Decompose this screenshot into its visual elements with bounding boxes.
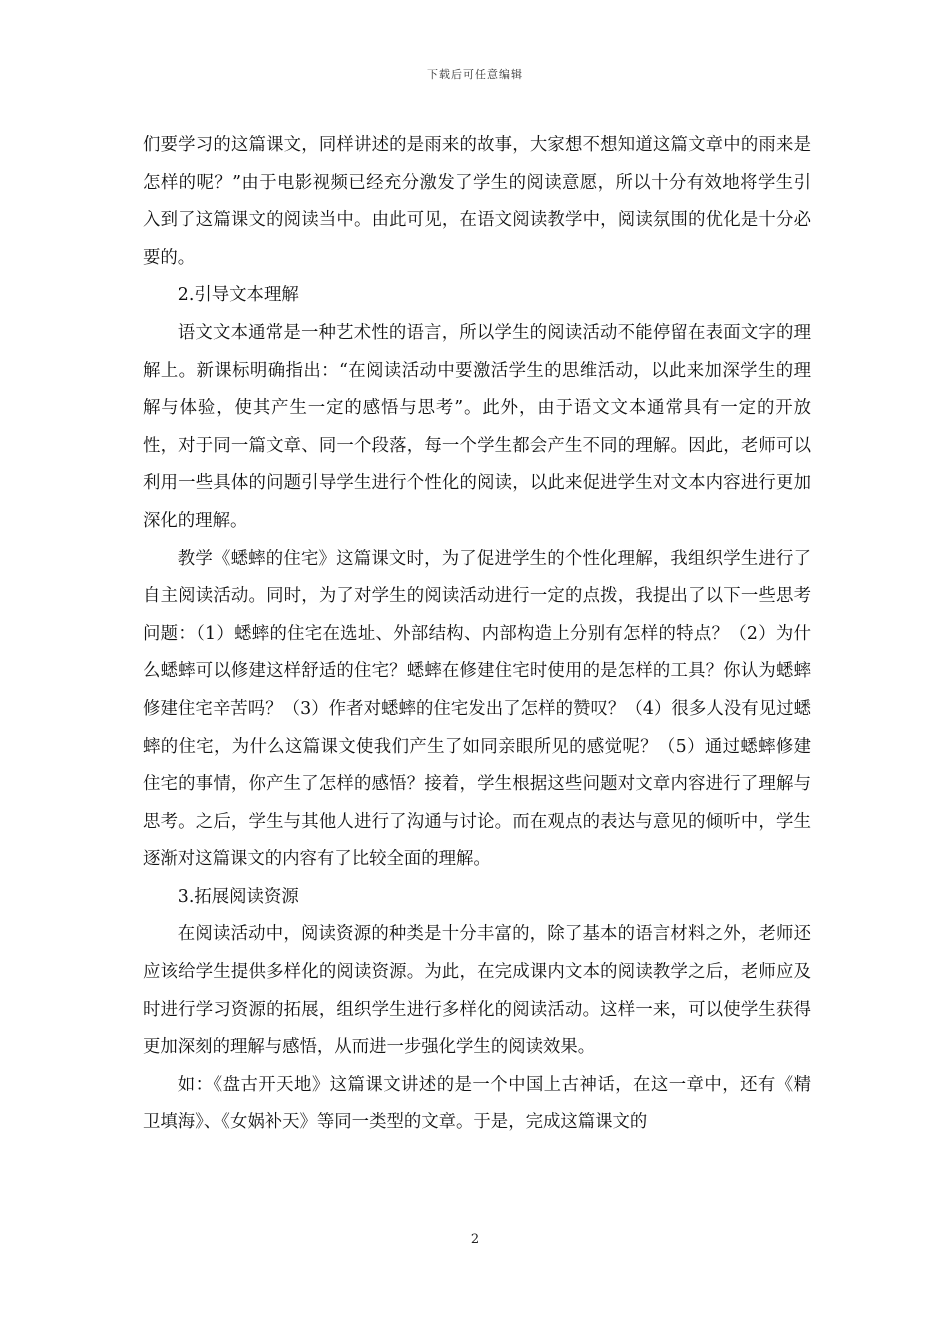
- section-heading-2: 2.引导文本理解: [177, 285, 299, 306]
- document-body: [143, 127, 811, 1142]
- page-number: 2: [470, 1232, 480, 1247]
- paragraph: 教学《蟋蟀的住宅》这篇课文时，为了促进学生的个性化理解，我组织学生进行了自主阅读活动。同时，为了对学生的阅读活动进行一定的点拨，我提出了以下一些思考问题：（1）蟋蟀的住宅在选址、外部结构、内部构造上分别有怎样的特点？（2）为什么蟋蟀可以修建这样舒适的住宅？蟋蟀在修建住宅时使用的是怎样的工具？你认为蟋蟀修建住宅辛苦吗？（3）作者对蟋蟀的住宅发出了怎样的赞叹？（4）很多人没有见过蟋蟀的住宅，为什么这篇课文使我们产生了如同亲眼所见的感觉呢？（5）通过蟋蟀修建住宅的事情，你产生了怎样的感悟？接着，学生根据这些问题对文章内容进行了理解与思考。之后，学生与其他人进行了沟通与讨论。而在观点的表达与意见的倾听中，学生逐渐对这篇课文的内容有了比较全面的理解。: [143, 548, 811, 870]
- paragraph: 如：《盘古开天地》这篇课文讲述的是一个中国上古神话，在这一章中，还有《精卫填海》、《女娲补天》等同一类型的文章。于是，完成这篇课文的: [143, 1074, 811, 1133]
- section-heading-3: 3.拓展阅读资源: [177, 886, 299, 907]
- paragraph-continuation: 们要学习的这篇课文，同样讲述的是雨来的故事，大家想不想知道这篇文章中的雨来是怎样的呢？”由于电影视频已经充分激发了学生的阅读意愿，所以十分有效地将学生引入到了这篇课文的阅读当中。由此可见，在语文阅读教学中，阅读氛围的优化是十分必要的。: [143, 135, 811, 268]
- page-header: 下载后可任意编辑: [427, 68, 523, 81]
- paragraph: 在阅读活动中，阅读资源的种类是十分丰富的，除了基本的语言材料之外，老师还应该给学生提供多样化的阅读资源。为此，在完成课内文本的阅读教学之后，老师应及时进行学习资源的拓展，组织学生进行多样化的阅读活动。这样一来，可以使学生获得更加深刻的理解与感悟，从而进一步强化学生的阅读效果。: [143, 924, 811, 1058]
- paragraph: 语文文本通常是一种艺术性的语言，所以学生的阅读活动不能停留在表面文字的理解上。新课标明确指出：“在阅读活动中要激活学生的思维活动，以此来加深学生的理解与体验，使其产生一定的感悟与思考”。此外，由于语文文本通常具有一定的开放性，对于同一篇文章、同一个段落，每一个学生都会产生不同的理解。因此，老师可以利用一些具体的问题引导学生进行个性化的阅读，以此来促进学生对文本内容进行更加深化的理解。: [143, 322, 811, 531]
